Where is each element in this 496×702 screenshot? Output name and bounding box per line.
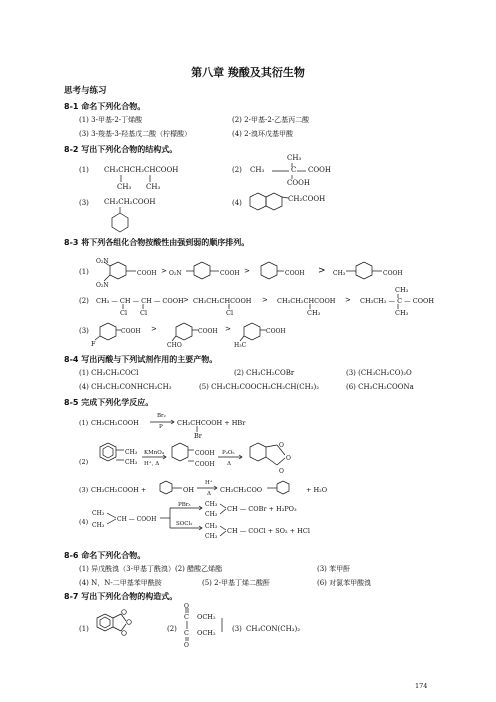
q85-r3-prod: CH₃CH₂COO <box>220 486 263 494</box>
q87-s2-och2b: OCH₂ <box>197 629 216 637</box>
q85-r3-oh: OH <box>183 486 194 494</box>
q83-r2-b-cl: Cl <box>226 309 234 317</box>
q83-r2-a-cl1: Cl <box>120 309 128 317</box>
q84-item-3: (3) (CH₃CH₂CO)₂O <box>346 369 412 377</box>
q85-r2-o1: O <box>279 442 284 449</box>
q82-label-4: (4) <box>232 199 242 207</box>
q85-r2-o2: O <box>286 455 291 462</box>
q84-item-5: (5) CH₃CH₂COOCH₂CH₂CH(CH₃)₂ <box>199 383 320 391</box>
q85-r1-left: CH₃CH₂COOH <box>91 419 139 427</box>
q82-label-2: (2) <box>232 166 242 174</box>
q83-r1-cooh-c: COOH <box>285 270 305 277</box>
q83-gt-1: > <box>161 267 167 275</box>
q86-heading: 8-6 命名下列化合物。 <box>64 551 146 560</box>
q83-r2-d-bot: CH₃ <box>395 309 409 317</box>
q81-item-2: (2) 2-甲基-2-乙基丙二酸 <box>232 116 310 124</box>
q83-r1-cooh-b: COOH <box>220 270 240 277</box>
q83-gt-8: > <box>225 325 231 333</box>
q87-s2-o-bot: O <box>184 642 189 649</box>
q83-r2-c: CH₃CH₂CHCOOH <box>277 297 336 305</box>
q87-s2-c2: C <box>184 629 189 637</box>
q82-s1-main: CH₃CHCH₂CHCOOH <box>104 166 179 174</box>
q83-r3-cooh-a: COOH <box>121 328 141 335</box>
q81-heading: 8-1 命名下列化合物。 <box>64 102 146 111</box>
q82-label-3: (3) <box>79 199 89 207</box>
q85-r3-left: CH₃CH₂COOH + <box>91 486 147 494</box>
q85-r2-reag1: KMnO₄ <box>144 450 164 456</box>
q83-r3-cooh-c: COOH <box>266 328 286 335</box>
q87-s2-c1: C <box>184 613 189 621</box>
q85-label-4: (4) <box>79 518 89 526</box>
q82-s1-sub1: CH₃ <box>117 183 132 191</box>
q83-r3-f: F <box>91 340 96 348</box>
q86-item-5: (5) 2-甲基丁烯二酸酐 <box>202 579 270 587</box>
q85-r3-tail: + H₂O <box>306 486 328 494</box>
q87-heading: 8-7 写出下列化合物的构造式。 <box>64 592 178 601</box>
q86-item-6: (6) 对氯苯甲酸溴 <box>317 579 372 587</box>
q86-item-3: (3) 苯甲酐 <box>317 565 351 573</box>
q84-heading: 8-4 写出丙酸与下列试剂作用的主要产物。 <box>64 355 218 364</box>
q82-label-1: (1) <box>79 166 89 174</box>
q87-label-3: (3) <box>232 625 242 633</box>
q85-r4-reag2: SOCl₂ <box>176 521 193 527</box>
q83-gt-3: > <box>318 266 326 276</box>
q83-r3-cooh-b: COOH <box>198 328 218 335</box>
q83-r2-b: CH₃CH₂CHCOOH <box>193 297 252 305</box>
q83-r2-a: CH₃ — CH — CH — COOH <box>96 297 184 305</box>
q85-r4-p1-ch3a: CH₃ <box>205 501 218 508</box>
q82-s2-mid-right: COOH <box>308 166 331 174</box>
q83-r1-cooh-a: COOH <box>137 270 157 277</box>
q83-r1-cooh-d: COOH <box>383 270 403 277</box>
q82-s2-bot: COOH <box>287 179 310 187</box>
q85-r3-reag2: Δ <box>207 491 211 497</box>
q82-s4-main: CH₂COOH <box>288 195 326 203</box>
q85-r2-reag4: Δ <box>227 461 231 467</box>
q83-r2-d-top: CH₃ <box>395 286 409 294</box>
q85-r2-cooh2: COOH <box>195 461 215 468</box>
q85-r4-prod2: CH — COCl + SO₂ + HCl <box>227 527 310 535</box>
q84-item-6: (6) CH₃CH₂COONa <box>346 383 414 391</box>
q85-r4-reag1: PBr₃ <box>178 502 191 508</box>
q83-r3-h3c: H₃C <box>234 342 247 349</box>
q85-r1-reag1: Br₂ <box>157 413 166 419</box>
q83-r1-ch3: CH₃ <box>333 270 346 277</box>
q87-s3: CH₃CON(CH₃)₂ <box>246 625 301 633</box>
q85-heading: 8-5 完成下列化学反应。 <box>64 398 154 407</box>
q82-s2-top: CH₃ <box>287 154 302 162</box>
q83-gt-6: > <box>345 296 351 304</box>
q85-r3-reag1: H⁺ <box>205 480 213 486</box>
q81-item-1: (1) 3-甲基-2-丁烯酸 <box>79 116 143 124</box>
q85-r4-ch3a: CH₃ <box>92 510 105 517</box>
q83-gt-2: > <box>244 267 250 275</box>
q83-label-1: (1) <box>79 268 89 276</box>
q83-r2-a-cl2: Cl <box>140 309 148 317</box>
q83-r1-o2n: O₂N <box>169 270 182 277</box>
q85-r4-left: CH — COOH <box>117 516 157 523</box>
q83-label-3: (3) <box>79 327 89 335</box>
q83-r1-no2b: O₂N <box>96 282 109 289</box>
q85-r2-reag3: P₂O₅ <box>222 450 235 456</box>
section-heading: 思考与练习 <box>64 86 107 96</box>
q86-item-4: (4) N，N-二甲基苯甲酰胺 <box>79 579 162 587</box>
page-title: 第八章 羧酸及其衍生物 <box>191 66 305 79</box>
q85-r2-cooh1: COOH <box>195 450 215 457</box>
q85-r4-p2-ch3b: CH₃ <box>205 533 218 540</box>
q82-s2-mid-c: C <box>291 166 297 174</box>
q86-item-1: (1) 异戊酰溴（3-甲基丁酰溴）(2) 醋酸乙烯酯 <box>79 565 223 573</box>
q85-r1-prod: CH₃CHCOOH + HBr <box>177 419 246 427</box>
q87-s2-och2a: OCH₂ <box>197 613 216 621</box>
q85-r2-reag2: H⁺, Δ <box>144 461 160 467</box>
q83-r1-no2a: O₂N <box>96 258 109 265</box>
q83-heading: 8-3 将下列各组化合物按酸性由强到弱的顺序排列。 <box>64 238 250 247</box>
q85-r2-o3: O <box>279 468 284 475</box>
q85-r4-p2-ch3a: CH₃ <box>205 523 218 530</box>
q84-item-4: (4) CH₃CH₂CONHCH₂CH₃ <box>79 383 172 391</box>
q83-r2-d: CH₃CH₂ — C — COOH <box>360 297 435 305</box>
q85-r1-reag2: P <box>159 424 163 430</box>
q83-gt-5: > <box>262 296 268 304</box>
q87-label-2: (2) <box>167 625 177 633</box>
q85-r4-p1-ch3b: CH₃ <box>205 511 218 518</box>
q82-s3-main: CH₂CH₂COOH <box>104 198 156 206</box>
q85-r2-ch3a: CH₃ <box>125 449 138 456</box>
q82-s1-sub2: CH₃ <box>146 183 161 191</box>
q82-s2-mid-left: CH₃ <box>250 166 265 174</box>
q85-r2-ch3b: CH₃ <box>125 459 138 466</box>
q84-item-1: (1) CH₃CH₂COCl <box>79 369 139 377</box>
q83-gt-7: > <box>151 325 157 333</box>
q87-s2-o-top: O <box>184 603 189 610</box>
q81-item-4: (4) 2-溴环戊基甲酸 <box>232 130 293 138</box>
q83-gt-4: > <box>183 296 189 304</box>
q85-r4-prod1: CH — COBr + H₃PO₃ <box>227 505 297 513</box>
page-number: 174 <box>415 682 428 690</box>
q83-r3-cho: CHO <box>167 342 182 349</box>
q85-label-1: (1) <box>79 419 89 427</box>
q87-label-1: (1) <box>79 625 89 633</box>
q85-label-2: (2) <box>79 458 89 466</box>
q82-heading: 8-2 写出下列化合物的结构式。 <box>64 145 178 154</box>
q84-item-2: (2) CH₃CH₂COBr <box>234 369 295 377</box>
q81-item-3: (3) 3-羧基-3-羟基戊二酸（柠檬酸） <box>79 130 192 138</box>
q85-r1-sub: Br <box>194 432 202 440</box>
q85-label-3: (3) <box>79 486 89 494</box>
q85-r4-ch3b: CH₃ <box>92 522 105 529</box>
q83-label-2: (2) <box>79 297 89 305</box>
q83-r2-c-ch3: CH₃ <box>307 309 321 317</box>
